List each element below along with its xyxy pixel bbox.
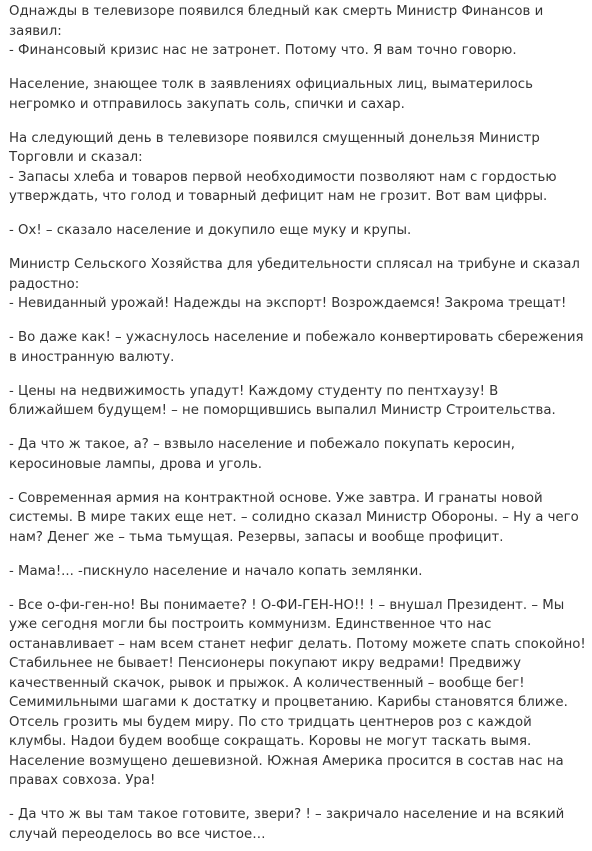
- paragraph: - Ох! – сказало население и докупило еще муку и крупы.: [9, 223, 412, 238]
- paragraph: - Во даже как! – ужаснулось население и побежало конвертировать сбережения в иностранную валюту.: [9, 330, 584, 365]
- paragraph: Министр Сельского Хозяйства для убедительности сплясал на трибуне и сказал радостно: - Невиданный урожай! Надежды на экспорт! Возрождаемся! Закрома трещат!: [9, 257, 580, 311]
- paragraph: - Все о-фи-ген-но! Вы понимаете? ! О-ФИ-ГЕН-НО!! ! – внушал Президент. – Мы уже сегодня могли бы построить коммунизм. Единственное что нас останавливает – нам всем станет нефиг делать. Потому можете спать спокойно! Стабильнее не бывает! Пенсионеры покупают икру ведрами! Предвижу качественный скачок, рывок и прыжок. А количественный – вообще бег! Семимильными шагами к достатку и процветанию. Карибы становятся ближе. Отсель грозить мы будем миру. По сто тридцать центнеров роз с каждой клумбы. Надои будем вообще сокращать. Коровы не могут таскать вымя. Население возмущено дешевизной. Южная Америка просится в состав нас на правах совхоза. Ура!: [9, 597, 586, 788]
- paragraph: - Да что ж вы там такое готовите, звери? ! – закричало население и на всякий случай переоделось во все чистое…: [9, 807, 565, 842]
- paragraph: - Да что ж такое, а? – взвыло население и побежало покупать керосин, керосиновые лампы, дрова и уголь.: [9, 437, 515, 472]
- paragraph: На следующий день в телевизоре появился смущенный донельзя Министр Торговли и сказал: - Запасы хлеба и товаров первой необходимости позволяют нам с гордостью утверждать, что голод и товарный дефицит нам не грозит. Вот вам цифры.: [9, 130, 557, 204]
- paragraph: - Современная армия на контрактной основе. Уже завтра. И гранаты новой системы. В мире таких еще нет. – солидно сказал Министр Обороны. – Ну а чего нам? Денег же – тьма тьмущая. Резервы, запасы и вообще профицит.: [9, 490, 579, 545]
- paragraph: - Цены на недвижимость упадут! Каждому студенту по пентхаузу! В ближайшем будущем! – не поморщившись выпалил Министр Строительства.: [9, 383, 556, 418]
- paragraph: Однажды в телевизоре появился бледный как смерть Министр Финансов и заявил: - Финансовый кризис нас не затронет. Потому что. Я вам точно говорю.: [9, 4, 544, 58]
- paragraph: - Мама!... -пискнуло население и начало копать землянки.: [9, 563, 423, 579]
- paragraph: Население, знающее толк в заявлениях официальных лиц, выматерилось негромко и отправилось закупать соль, спички и сахар.: [9, 77, 533, 112]
